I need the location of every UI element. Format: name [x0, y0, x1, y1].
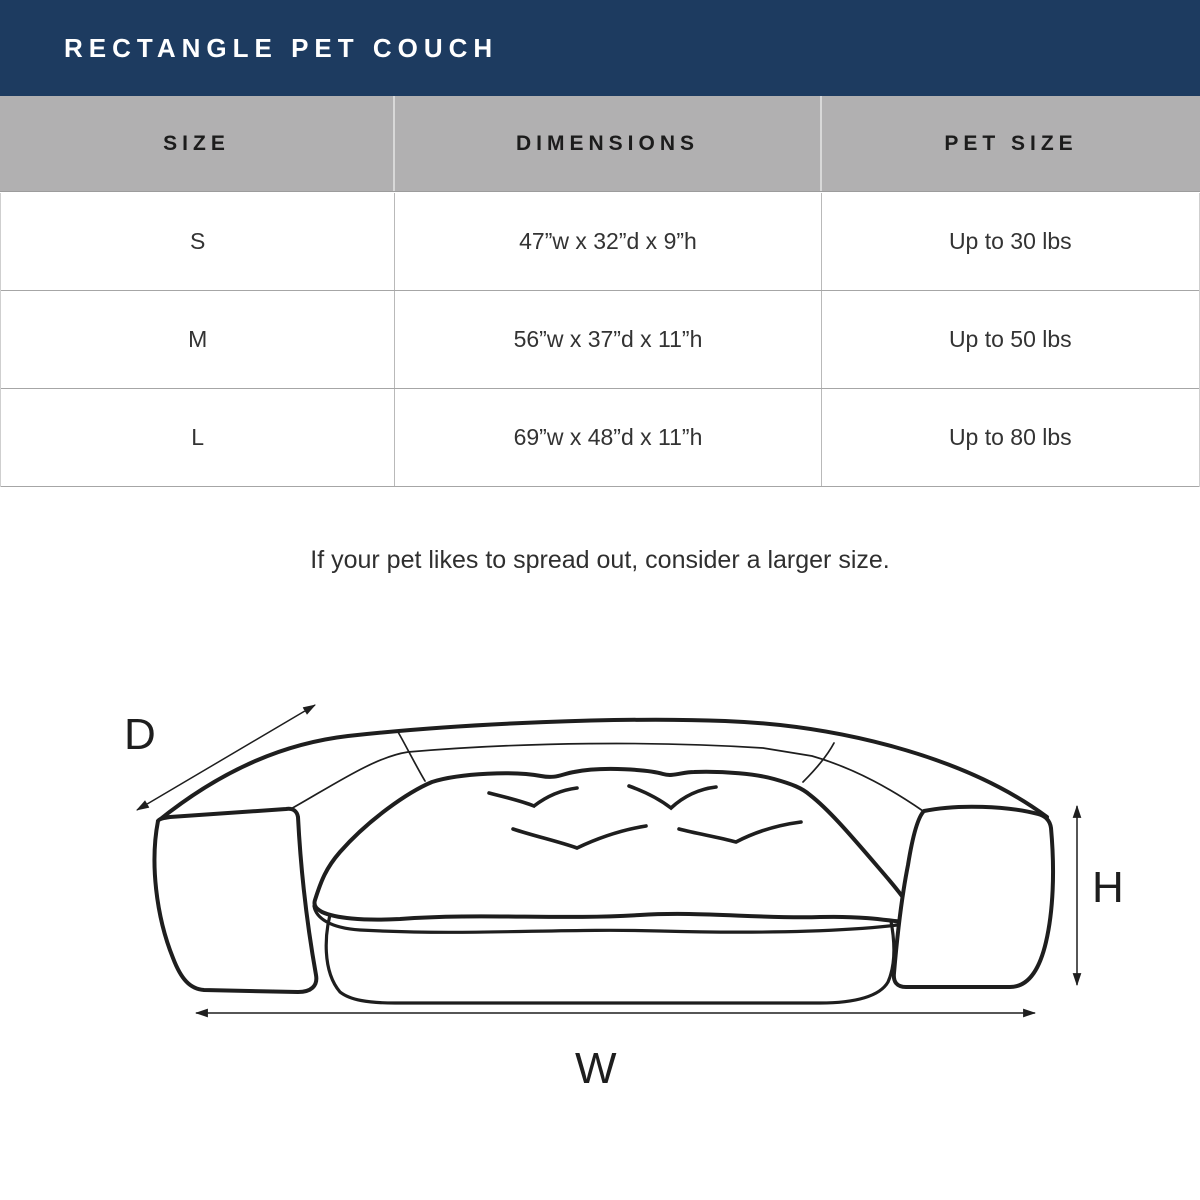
- page-title: RECTANGLE PET COUCH: [64, 32, 499, 63]
- dimensions-value: 69”w x 48”d x 11”h: [395, 389, 821, 486]
- couch-right-arm: [894, 807, 1053, 987]
- table-row: [1, 389, 1199, 487]
- size-value: L: [1, 389, 395, 486]
- size-value: S: [1, 193, 395, 290]
- table-header-row: [0, 96, 1200, 192]
- pet-size-value: Up to 80 lbs: [948, 424, 1072, 450]
- width-label: W: [575, 1044, 617, 1093]
- column-header-dimensions: DIMENSIONS: [395, 96, 822, 191]
- couch-left-arm: [154, 809, 316, 992]
- depth-label: D: [124, 710, 156, 759]
- dimensions-value: 56”w x 37”d x 11”h: [395, 291, 821, 388]
- table-row: [1, 193, 1199, 291]
- size-table-body: [0, 193, 1200, 487]
- pet-size-value: Up to 50 lbs: [948, 326, 1072, 352]
- pet-size-value: Up to 30 lbs: [948, 228, 1072, 254]
- height-label: H: [1092, 863, 1124, 912]
- couch-diagram: [0, 640, 1200, 1200]
- table-row: [1, 291, 1199, 389]
- chart-title-bar: [0, 0, 1200, 96]
- size-value: M: [1, 291, 395, 388]
- seat-cushion: [314, 769, 916, 923]
- sizing-note: If your pet likes to spread out, consider a larger size.: [310, 546, 890, 574]
- couch-line-drawing: [0, 640, 1200, 1200]
- column-header-pet-size: PET SIZE: [944, 131, 1078, 155]
- column-header-size: SIZE: [0, 96, 395, 191]
- dimensions-value: 47”w x 32”d x 9”h: [395, 193, 821, 290]
- depth-arrow: [137, 705, 315, 810]
